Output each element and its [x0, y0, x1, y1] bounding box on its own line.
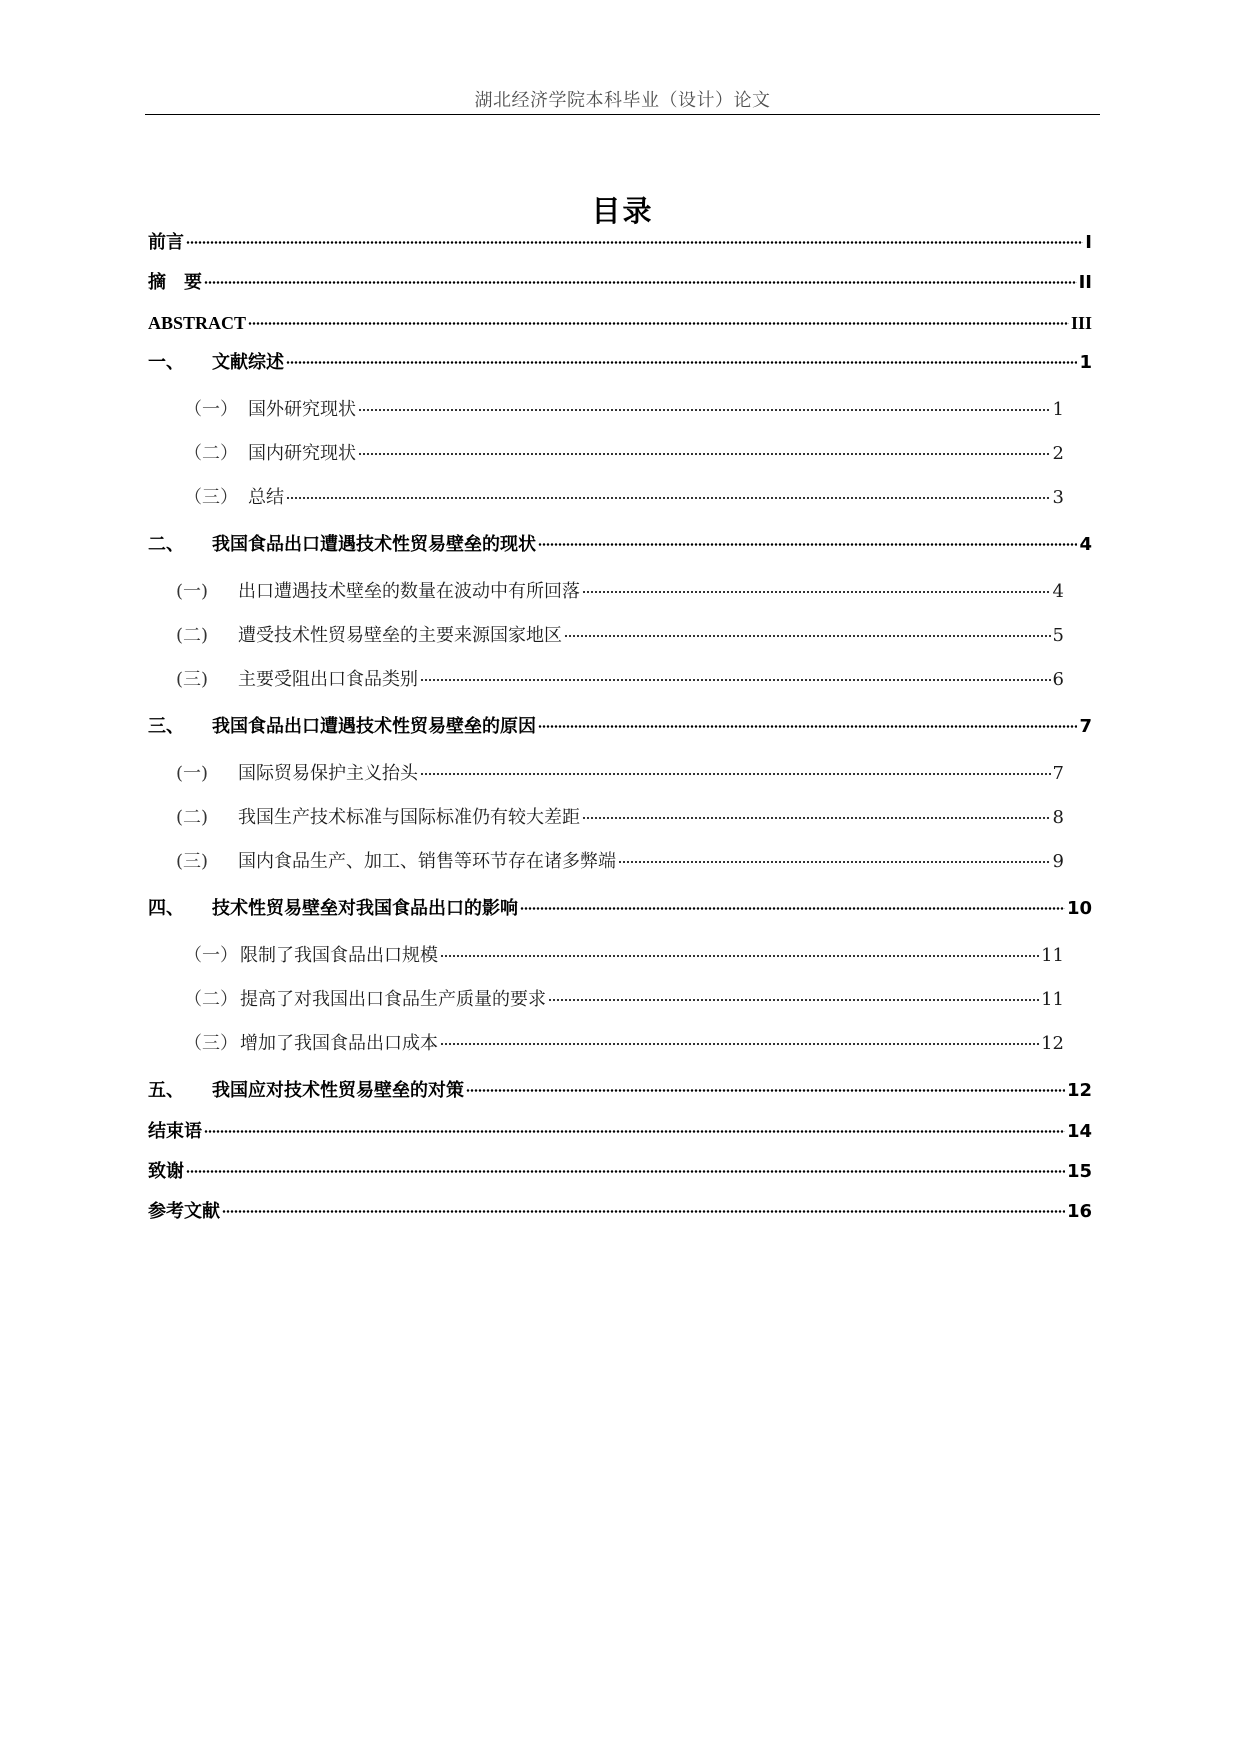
toc-entry-references[interactable] [148, 1201, 1092, 1223]
toc-page-number: 1 [1052, 399, 1064, 420]
toc-entry-section-3-3[interactable] [176, 851, 1064, 873]
toc-entry-section-4-3[interactable] [184, 1033, 1064, 1055]
toc-page-number: 15 [1066, 1161, 1092, 1182]
toc-entry-title: 我国食品出口遭遇技术性贸易壁垒的现状 [212, 534, 536, 555]
toc-entry-title: 总结 [248, 487, 284, 508]
toc-page-number: 7 [1052, 763, 1064, 784]
toc-entry-chapter-2[interactable] [148, 534, 1092, 556]
toc-leader-dots [358, 453, 1051, 455]
toc-page-number: 8 [1052, 807, 1064, 828]
toc-entry-title: 国外研究现状 [248, 399, 356, 420]
toc-entry-title: 致谢 [148, 1161, 184, 1182]
toc-leader-dots [618, 861, 1051, 863]
toc-leader-dots [440, 1043, 1039, 1045]
toc-section-number: (一) [176, 581, 209, 602]
toc-entry-abstract-cn[interactable] [148, 272, 1092, 294]
toc-leader-dots [186, 241, 1083, 244]
toc-page-number: 4 [1052, 581, 1064, 602]
toc-entry-title: 国内研究现状 [248, 443, 356, 464]
toc-entry-title: 提高了对我国出口食品生产质量的要求 [240, 989, 546, 1010]
toc-section-number: （三） [184, 1033, 238, 1054]
toc-entry-title: 主要受阻出口食品类别 [238, 669, 418, 690]
toc-page-number: 1 [1079, 352, 1092, 373]
toc-entry-title: 文献综述 [212, 352, 284, 373]
toc-leader-dots [204, 1130, 1065, 1133]
toc-leader-dots [286, 497, 1051, 499]
toc-entry-chapter-4[interactable] [148, 898, 1092, 920]
toc-entry-title: 限制了我国食品出口规模 [240, 945, 438, 966]
toc-entry-title: 技术性贸易壁垒对我国食品出口的影响 [212, 898, 518, 919]
toc-page-number: 10 [1066, 898, 1092, 919]
toc-entry-section-4-2[interactable] [184, 989, 1064, 1011]
toc-leader-dots [248, 322, 1069, 325]
toc-page-number: III [1070, 313, 1092, 333]
toc-leader-dots [582, 817, 1051, 819]
toc-chapter-number: 三、 [148, 716, 184, 737]
toc-leader-dots [358, 409, 1051, 411]
toc-leader-dots [222, 1210, 1065, 1213]
running-header: 湖北经济学院本科毕业（设计）论文 [474, 90, 771, 111]
toc-section-number: (二) [176, 625, 209, 646]
toc-entry-title: 出口遭遇技术壁垒的数量在波动中有所回落 [238, 581, 580, 602]
toc-entry-preface[interactable] [148, 232, 1092, 254]
toc-entry-section-3-1[interactable] [176, 763, 1064, 785]
toc-section-number: (一) [176, 763, 209, 784]
toc-leader-dots [564, 635, 1051, 637]
toc-entry-title: 摘 要 [148, 272, 202, 293]
toc-page-number: 12 [1041, 1033, 1064, 1054]
toc-section-number: （一） [184, 399, 238, 420]
toc-leader-dots [548, 999, 1039, 1001]
toc-page-number: I [1085, 232, 1092, 253]
toc-chapter-number: 一、 [148, 352, 184, 373]
toc-entry-section-4-1[interactable] [184, 945, 1064, 967]
toc-page-number: 16 [1066, 1201, 1092, 1222]
toc-leader-dots [538, 725, 1077, 728]
toc-entry-title: 前言 [148, 232, 184, 253]
toc-section-number: （二） [184, 989, 238, 1010]
toc-page-number: 3 [1052, 487, 1064, 508]
toc-entry-title: ABSTRACT [148, 313, 247, 333]
toc-title: 目录 [591, 194, 654, 228]
toc-entry-title: 参考文献 [148, 1201, 220, 1222]
toc-page-number: 11 [1041, 945, 1064, 966]
toc-page-number: 14 [1066, 1121, 1092, 1142]
toc-leader-dots [204, 281, 1077, 284]
toc-entry-section-1-2[interactable] [184, 443, 1064, 465]
toc-entry-chapter-5[interactable] [148, 1080, 1092, 1102]
toc-section-number: (三) [176, 669, 209, 690]
toc-leader-dots [186, 1170, 1065, 1173]
toc-section-number: （三） [184, 487, 238, 508]
toc-chapter-number: 五、 [148, 1080, 184, 1101]
toc-page-number: 4 [1079, 534, 1092, 555]
toc-entry-title: 我国食品出口遭遇技术性贸易壁垒的原因 [212, 716, 536, 737]
toc-section-number: (三) [176, 851, 209, 872]
toc-entry-title: 增加了我国食品出口成本 [240, 1033, 438, 1054]
toc-entry-chapter-1[interactable] [148, 352, 1092, 374]
toc-entry-title: 国内食品生产、加工、销售等环节存在诸多弊端 [238, 851, 616, 872]
toc-entry-title: 我国应对技术性贸易壁垒的对策 [212, 1080, 464, 1101]
toc-section-number: (二) [176, 807, 209, 828]
toc-entry-title: 我国生产技术标准与国际标准仍有较大差距 [238, 807, 580, 828]
toc-page-number: 6 [1052, 669, 1064, 690]
toc-page-number: 9 [1052, 851, 1064, 872]
toc-section-number: （二） [184, 443, 238, 464]
toc-section-number: （一） [184, 945, 238, 966]
toc-entry-title: 遭受技术性贸易壁垒的主要来源国家地区 [238, 625, 562, 646]
toc-entry-section-2-1[interactable] [176, 581, 1064, 603]
toc-entry-conclusion[interactable] [148, 1121, 1092, 1143]
toc-entry-abstract-en[interactable] [148, 312, 1092, 334]
toc-leader-dots [286, 361, 1077, 364]
toc-entry-title: 国际贸易保护主义抬头 [238, 763, 418, 784]
toc-entry-section-2-3[interactable] [176, 669, 1064, 691]
toc-entry-title: 结束语 [148, 1121, 202, 1142]
toc-page-number: 7 [1079, 716, 1092, 737]
toc-entry-chapter-3[interactable] [148, 716, 1092, 738]
toc-leader-dots [420, 773, 1051, 775]
toc-leader-dots [538, 543, 1077, 546]
toc-chapter-number: 二、 [148, 534, 184, 555]
toc-page-number: 12 [1066, 1080, 1092, 1101]
toc-entry-acknowledgements[interactable] [148, 1161, 1092, 1183]
toc-chapter-number: 四、 [148, 898, 184, 919]
toc-page-number: 2 [1052, 443, 1064, 464]
toc-leader-dots [520, 907, 1065, 910]
toc-entry-section-3-2[interactable] [176, 807, 1064, 829]
toc-entry-section-2-2[interactable] [176, 625, 1064, 647]
toc-leader-dots [420, 679, 1051, 681]
toc-page-number: 5 [1052, 625, 1064, 646]
toc-entry-section-1-1[interactable] [184, 399, 1064, 421]
toc-page-number: 11 [1041, 989, 1064, 1010]
toc-leader-dots [466, 1089, 1065, 1092]
toc-entry-section-1-3[interactable] [184, 487, 1064, 509]
toc-page-number: II [1078, 272, 1092, 293]
toc-leader-dots [582, 591, 1051, 593]
toc-leader-dots [440, 955, 1039, 957]
